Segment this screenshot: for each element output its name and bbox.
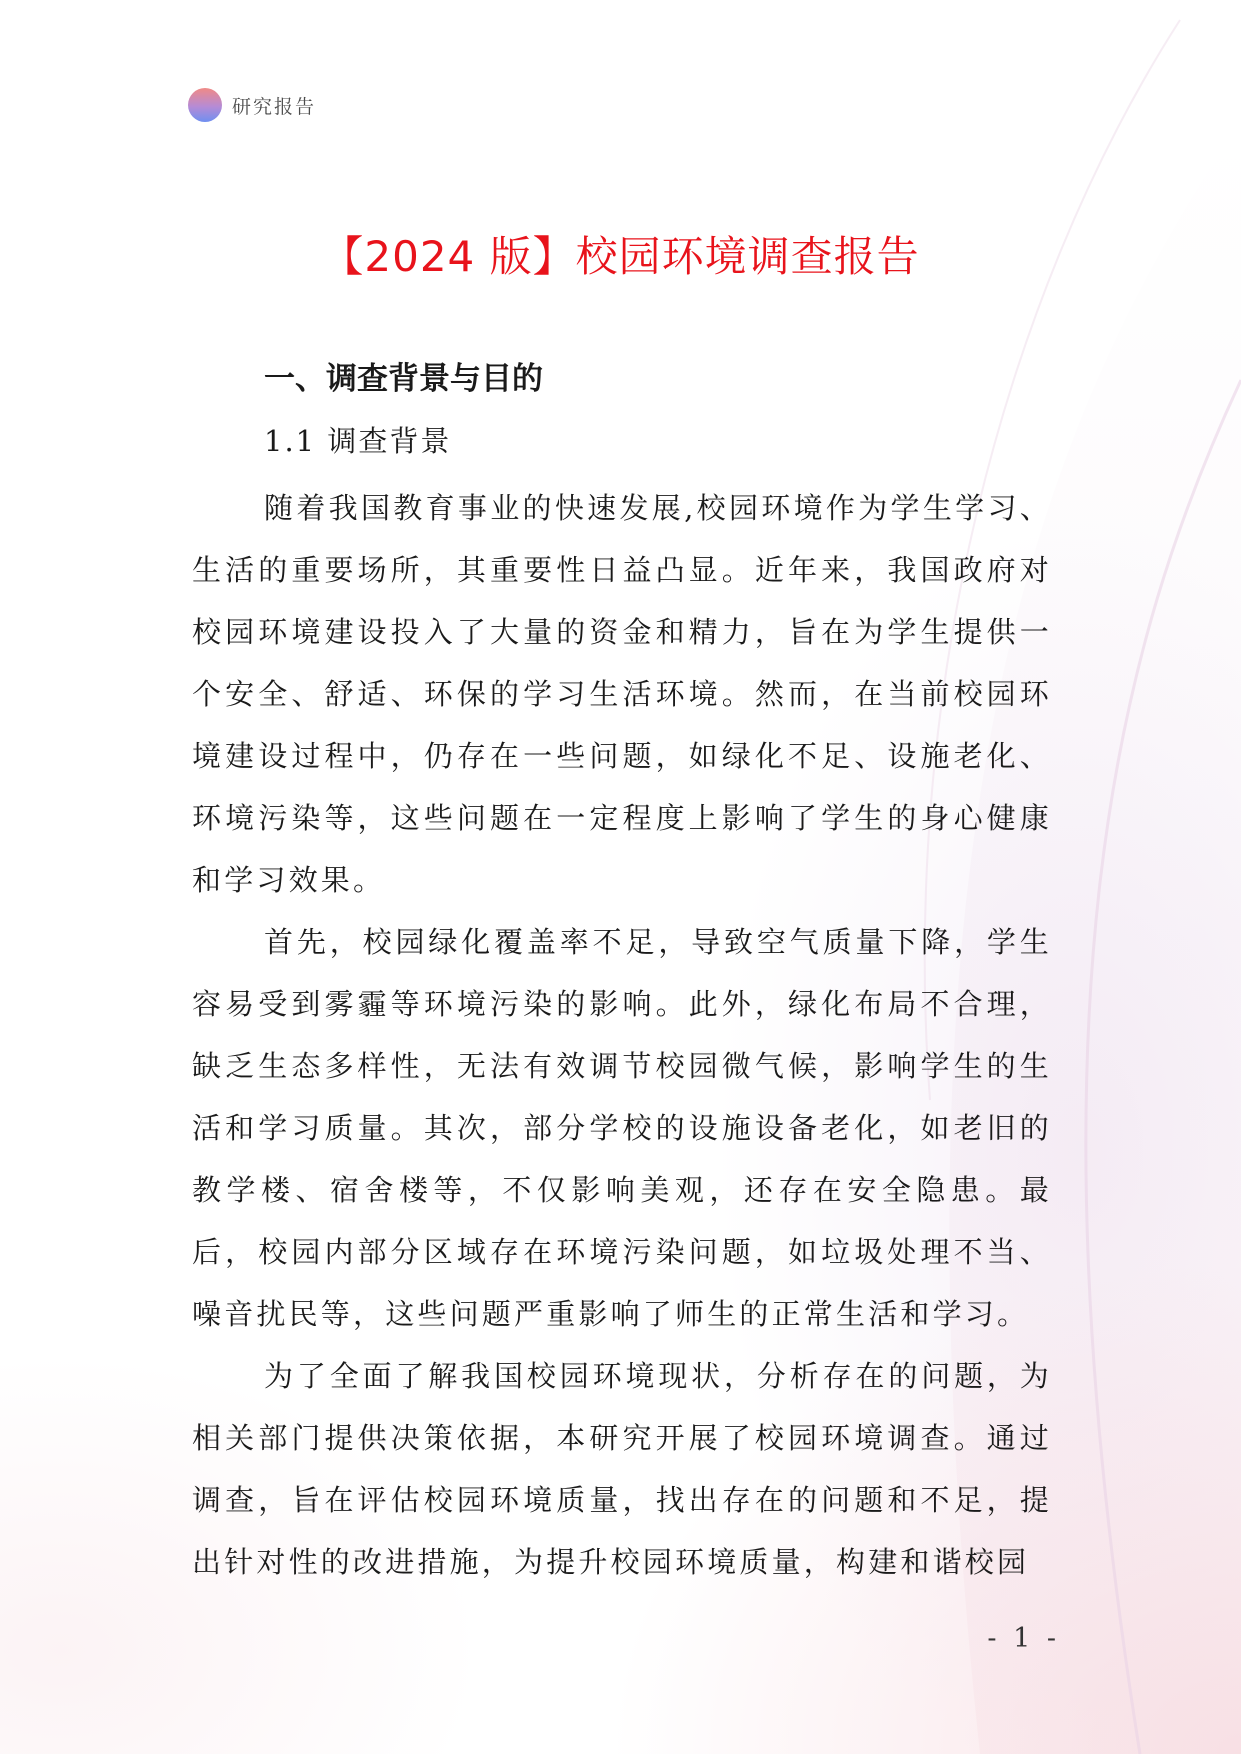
body-paragraph-3: 为了全面了解我国校园环境现状，分析存在的问题，为相关部门提供决策依据，本研究开展了校园环境调查。通过调查，旨在评估校园环境质量，找出存在的问题和不足，提出针对性的改进措施，为提升校园环境质量，构建和谐校园 (192, 1359, 1052, 1579)
body-paragraph-1: 随着我国教育事业的快速发展,校园环境作为学生学习、生活的重要场所，其重要性日益凸显。近年来，我国政府对校园环境建设投入了大量的资金和精力，旨在为学生提供一个安全、舒适、环保的学习生活环境。然而，在当前校园环境建设过程中，仍存在一些问题，如绿化不足、设施老化、环境污染等，这些问题在一定程度上影响了学生的身心健康和学习效果。 (192, 491, 1052, 897)
body-paragraph-2: 首先，校园绿化覆盖率不足，导致空气质量下降，学生容易受到雾霾等环境污染的影响。此外，绿化布局不合理，缺乏生态多样性，无法有效调节校园微气候，影响学生的生活和学习质量。其次，部分学校的设施设备老化，如老旧的教学楼、宿舍楼等，不仅影响美观，还存在安全隐患。最后，校园内部分区域存在环境污染问题，如垃圾处理不当、噪音扰民等，这些问题严重影响了师生的正常生活和学习。 (192, 925, 1052, 1331)
document-body (192, 353, 1052, 1593)
gradient-circle-logo-icon (188, 88, 222, 122)
section-heading: 一、调查背景与目的 (264, 361, 543, 397)
document-title: 【2024 版】校园环境调查报告 (321, 232, 920, 281)
subsection-heading: 1.1 调查背景 (264, 424, 452, 458)
report-header (188, 88, 316, 122)
page-number: - 1 - (987, 1623, 1060, 1654)
header-label: 研究报告 (232, 95, 317, 118)
